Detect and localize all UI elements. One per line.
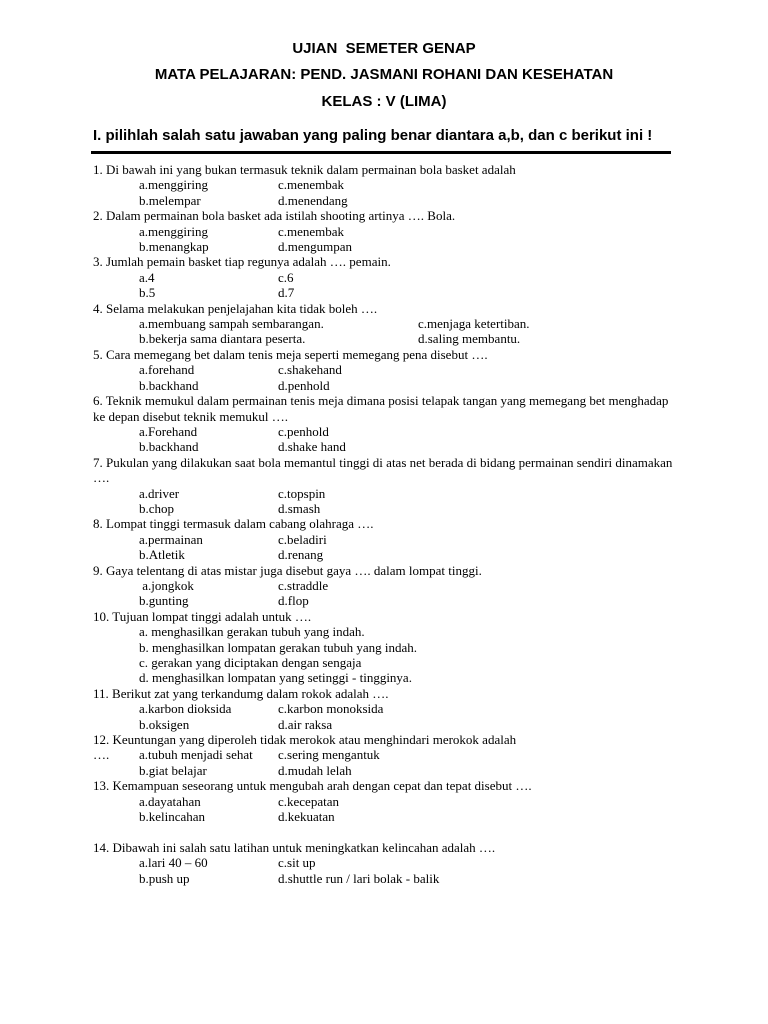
question-text: 14. Dibawah ini salah satu latihan untuk meningkatkan kelincahan adalah …. <box>93 839 496 855</box>
option-d: d.shake hand <box>278 439 346 455</box>
option-b: b. menghasilkan lompatan gerakan tubuh yang indah. <box>139 639 417 655</box>
question-text: 2. Dalam permainan bola basket ada istilah shooting artinya …. Bola. <box>93 208 456 224</box>
option-b: b.backhand <box>139 377 199 393</box>
options <box>139 362 673 393</box>
question-8 <box>93 516 673 562</box>
question-4 <box>93 301 673 347</box>
question-text: 10. Tujuan lompat tinggi adalah untuk …. <box>93 608 312 624</box>
question-text: 3. Jumlah pemain basket tiap regunya adalah …. pemain. <box>93 254 391 270</box>
option-d: d.air raksa <box>278 716 333 732</box>
question-9 <box>93 563 673 609</box>
option-a: a.forehand <box>139 362 195 378</box>
option-a: a.permainan <box>139 531 203 547</box>
option-b: b.melempar <box>139 192 201 208</box>
option-c: c.topspin <box>278 485 326 501</box>
class-title: KELAS : V (LIMA) <box>321 93 447 110</box>
option-b: b.chop <box>139 500 175 516</box>
blank-line <box>93 824 673 839</box>
option-d: d.renang <box>278 547 324 563</box>
instruction-text: I. pilihlah salah satu jawaban yang paling benar diantara a,b, dan c berikut ini ! <box>93 127 653 144</box>
option-a: a.lari 40 – 60 <box>139 855 208 871</box>
options <box>139 486 673 517</box>
question-text-continuation: …. <box>93 747 110 763</box>
option-b: b.backhand <box>139 439 199 455</box>
options <box>139 532 673 563</box>
option-b: b.giat belajar <box>139 762 207 778</box>
option-b: b.gunting <box>139 593 189 609</box>
option-d: d.smash <box>278 500 321 516</box>
question-list <box>93 162 673 886</box>
exam-title: UJIAN SEMETER GENAP <box>292 40 476 57</box>
option-a: a.menggiring <box>139 223 208 239</box>
question-2 <box>93 208 673 254</box>
question-3 <box>93 254 673 300</box>
option-c: c.shakehand <box>278 362 342 378</box>
question-text: 1. Di bawah ini yang bukan termasuk teknik dalam permainan bola basket adalah <box>93 162 516 177</box>
option-a: a.karbon dioksida <box>139 701 232 717</box>
option-a: a.4 <box>139 269 155 285</box>
question-12 <box>93 732 673 778</box>
option-d: d.shuttle run / lari bolak - balik <box>278 870 440 886</box>
option-d: d.menendang <box>278 192 348 208</box>
question-text: 4. Selama melakukan penjelajahan kita tidak boleh …. <box>93 300 378 316</box>
option-a: a.dayatahan <box>139 793 201 809</box>
option-b: b.Atletik <box>139 547 185 563</box>
question-text: 12. Keuntungan yang diperoleh tidak merokok atau menghindari merokok adalah <box>93 732 517 748</box>
option-b: b.push up <box>139 870 190 886</box>
option-b: b.5 <box>139 285 156 301</box>
question-14 <box>93 840 673 886</box>
question-text: 9. Gaya telentang di atas mistar juga disebut gaya …. dalam lompat tinggi. <box>93 562 482 578</box>
option-b: b.kelincahan <box>139 809 206 825</box>
option-c: c.6 <box>278 269 294 285</box>
option-c: c.straddle <box>278 577 329 593</box>
question-5 <box>93 347 673 393</box>
options <box>139 316 673 347</box>
options <box>139 270 673 301</box>
option-c: c.kecepatan <box>278 793 339 809</box>
options <box>139 177 673 208</box>
question-13 <box>93 778 673 824</box>
option-a: a.membuang sampah sembarangan. <box>139 316 324 332</box>
option-c: c.menembak <box>278 223 345 239</box>
question-10 <box>93 609 673 686</box>
option-a: a. menghasilkan gerakan tubuh yang indah. <box>139 624 365 640</box>
options <box>139 624 673 686</box>
options <box>139 701 673 732</box>
question-text: 11. Berikut zat yang terkandumg dalam rokok adalah …. <box>93 685 389 701</box>
option-b: b.oksigen <box>139 716 190 732</box>
option-a: a.Forehand <box>139 423 198 439</box>
question-1 <box>93 162 673 208</box>
option-a: a.tubuh menjadi sehat <box>139 747 253 763</box>
divider-line <box>91 151 671 154</box>
question-text: 5. Cara memegang bet dalam tenis meja seperti memegang pena disebut …. <box>93 346 488 362</box>
option-d: d.mengumpan <box>278 239 353 255</box>
option-a: a.jongkok <box>139 577 194 593</box>
options <box>139 224 673 255</box>
option-c: c.penhold <box>278 423 329 439</box>
options <box>139 424 673 455</box>
options <box>93 747 673 778</box>
option-d: d.7 <box>278 285 295 301</box>
option-c: c.menjaga ketertiban. <box>418 316 530 332</box>
option-b: b.bekerja sama diantara peserta. <box>139 331 306 347</box>
question-text: 13. Kemampuan seseorang untuk mengubah arah dengan cepat dan tepat disebut …. <box>93 778 532 794</box>
options <box>139 578 673 609</box>
option-a: a.driver <box>139 485 180 501</box>
option-c: c.menembak <box>278 177 345 193</box>
option-d: d.flop <box>278 593 309 609</box>
option-c: c.karbon monoksida <box>278 701 384 717</box>
subject-title: MATA PELAJARAN: PEND. JASMANI ROHANI DAN KESEHATAN <box>154 66 614 83</box>
question-text: 6. Teknik memukul dalam permainan tenis meja dimana posisi telapak tangan yang memegang bet menghadap ke depan disebut teknik memukul …. <box>93 393 669 424</box>
option-c: c.sit up <box>278 855 316 871</box>
option-d: d.saling membantu. <box>418 331 521 347</box>
question-text: 7. Pukulan yang dilakukan saat bola memantul tinggi di atas net berada di bidang permainan sendiri dinamakan …. <box>93 454 673 486</box>
option-a: a.menggiring <box>139 177 208 193</box>
question-11 <box>93 686 673 732</box>
option-d: d.kekuatan <box>278 809 335 825</box>
option-c: c.sering mengantuk <box>278 747 380 763</box>
question-text: 8. Lompat tinggi termasuk dalam cabang olahraga …. <box>93 516 374 532</box>
question-7 <box>93 455 673 517</box>
question-6 <box>93 393 673 455</box>
option-d: d.penhold <box>278 377 330 393</box>
option-b: b.menangkap <box>139 239 209 255</box>
options <box>139 855 673 886</box>
option-d: d. menghasilkan lompatan yang setinggi - tingginya. <box>139 670 412 686</box>
options <box>139 794 673 825</box>
option-c: c. gerakan yang diciptakan dengan sengaja <box>139 655 362 670</box>
option-d: d.mudah lelah <box>278 762 352 778</box>
option-c: c.beladiri <box>278 531 327 547</box>
